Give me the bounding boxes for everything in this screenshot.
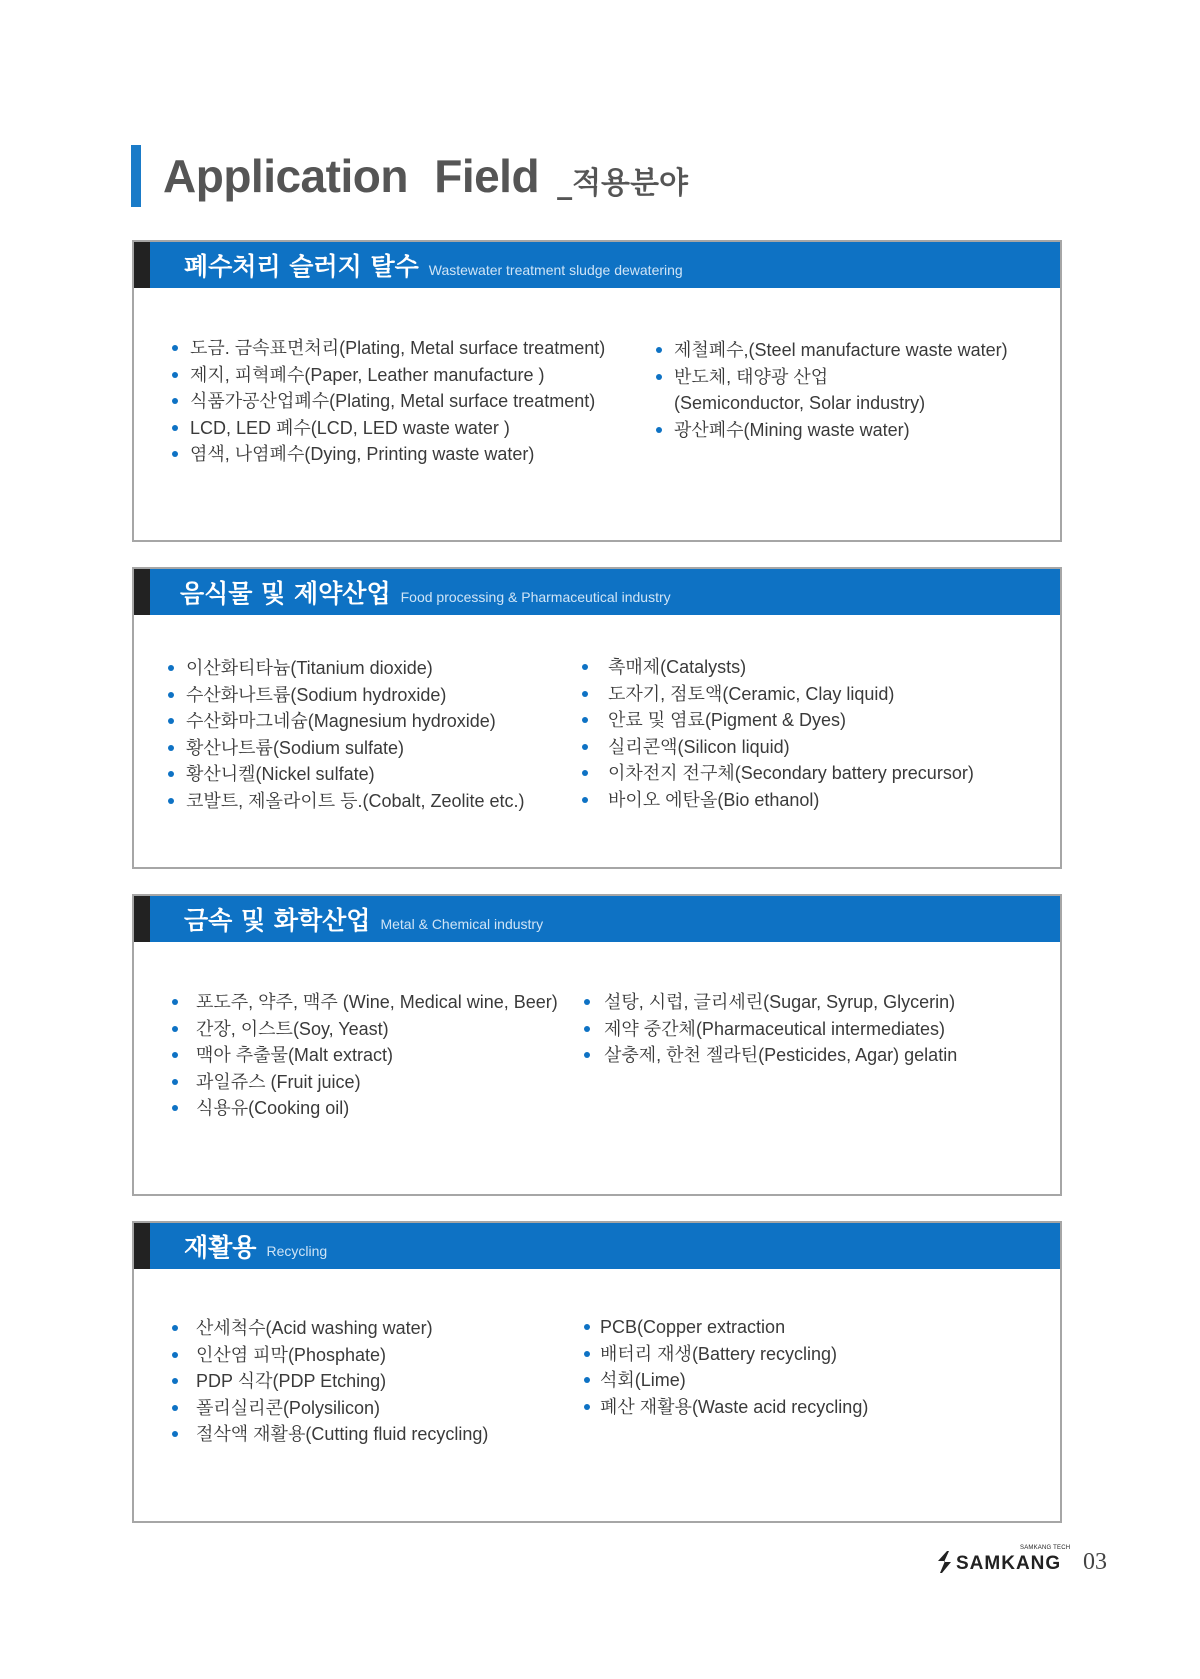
section-title (184, 247, 683, 283)
section-header (134, 569, 1060, 615)
samkang-logo-icon (934, 1549, 956, 1575)
section-recycling: 재활용 Recycling 산세척수(Acid washing water) 인산염 피막(Phosphate) PDP 식각(PDP Etching) 폴리실리콘(Polysilicon) 절삭액 재활용(Cutting fluid recycling) PCB(Copper extraction 배터리 재생(Battery recycling) 석회(Lime) 폐산 재활용(Waste acid recycling) (132, 1221, 1062, 1523)
bullet-icon (584, 1351, 590, 1357)
header-dark-tab (134, 896, 150, 942)
bullet-icon (172, 1431, 178, 1437)
section-title-en: Recycling (266, 1243, 328, 1259)
bullet-icon (172, 1325, 178, 1331)
bullet-icon (172, 345, 178, 351)
page-title (131, 145, 688, 207)
title-sub: _적용분야 (557, 166, 688, 201)
bullet-icon (172, 1026, 178, 1032)
section-wastewater: 폐수처리 슬러지 탈수 Wastewater treatment sludge dewatering 도금. 금속표면처리(Plating, Metal surface treatment) 제지, 피혁폐수(Paper, Leather manufacture ) 식품가공산업폐수(Plating, Metal surface treatment) LCD, LED 폐수(LCD, LED waste water ) 염색, 나염폐수(Dying, Printing waste water) 제철폐수,(Steel manufacture waste water) 반도체, 태양광 산업 (Semiconductor, Solar industry) 광산폐수(Mining waste water) (132, 240, 1062, 542)
bullet-icon (584, 1026, 590, 1032)
bullet-icon (172, 398, 178, 404)
bullet-icon (582, 744, 588, 750)
bullet-icon (584, 1324, 590, 1330)
section-title-ko: 금속 및 화학산업 (184, 906, 371, 935)
bullet-icon (168, 665, 174, 671)
section-header (134, 896, 1060, 942)
bullet-icon (172, 372, 178, 378)
section-title-en: Food processing & Pharmaceutical industry (400, 589, 671, 605)
section-title-en: Wastewater treatment sludge dewatering (428, 262, 683, 278)
bullet-icon (656, 347, 662, 353)
section-title (184, 901, 543, 937)
bullet-icon (656, 427, 662, 433)
title-main: Application Field (163, 150, 540, 202)
samkang-logo-text: SAMKANG (956, 1553, 1062, 1574)
header-dark-tab (134, 242, 150, 288)
bullet-icon (656, 374, 662, 380)
section-title-ko: 재활용 (184, 1233, 257, 1262)
bullet-icon (168, 771, 174, 777)
logo-tagline: SAMKANG TECH (1020, 1545, 1071, 1551)
bullet-icon (172, 1105, 178, 1111)
section-metal-chemical: 금속 및 화학산업 Metal & Chemical industry 포도주, 약주, 맥주 (Wine, Medical wine, Beer) 간장, 이스트(Soy, Yeast) 맥아 추출물(Malt extract) 과일쥬스 (Fruit juice) 식용유(Cooking oil) 설탕, 시럽, 글리세린(Sugar, Syrup, Glycerin) 제약 중간체(Pharmaceutical intermediates) 살충제, 한천 젤라틴(Pesticides, Agar) gelatin (132, 894, 1062, 1196)
bullet-icon (584, 1404, 590, 1410)
header-dark-tab (134, 1223, 150, 1269)
bullet-icon (172, 1352, 178, 1358)
bullet-icon (172, 451, 178, 457)
section-food-pharma: 음식물 및 제약산업 Food processing & Pharmaceutical industry 이산화티타늄(Titanium dioxide) 수산화나트륨(Sodium hydroxide) 수산화마그네슘(Magnesium hydroxide) 황산나트륨(Sodium sulfate) 황산니켈(Nickel sulfate) 코발트, 제올라이트 등.(Cobalt, Zeolite etc.) 촉매제(Catalysts) 도자기, 점토액(Ceramic, Clay liquid) 안료 및 염료(Pigment & Dyes) 실리콘액(Silicon liquid) 이차전지 전구체(Secondary battery precursor) 바이오 에탄올(Bio ethanol) (132, 567, 1062, 869)
section-title-ko: 폐수처리 슬러지 탈수 (184, 252, 419, 281)
bullet-icon (582, 664, 588, 670)
bullet-icon (172, 1378, 178, 1384)
footer (934, 1545, 1107, 1579)
bullet-icon (582, 717, 588, 723)
section-title-en: Metal & Chemical industry (380, 916, 544, 932)
bullet-icon (582, 770, 588, 776)
header-dark-tab (134, 569, 150, 615)
section-header (134, 242, 1060, 288)
section-header (134, 1223, 1060, 1269)
section-title-ko: 음식물 및 제약산업 (180, 579, 391, 608)
page-number: 03 (1083, 1549, 1107, 1575)
bullet-icon (582, 797, 588, 803)
bullet-icon (172, 999, 178, 1005)
bullet-icon (172, 425, 178, 431)
bullet-icon (582, 691, 588, 697)
section-title (180, 574, 671, 610)
bullet-icon (168, 745, 174, 751)
bullet-icon (172, 1405, 178, 1411)
bullet-icon (584, 999, 590, 1005)
bullet-icon (172, 1079, 178, 1085)
bullet-icon (172, 1052, 178, 1058)
bullet-icon (168, 692, 174, 698)
bullet-icon (168, 798, 174, 804)
bullet-icon (584, 1052, 590, 1058)
section-title (184, 1228, 327, 1264)
title-accent-bar (131, 145, 141, 207)
bullet-icon (584, 1377, 590, 1383)
bullet-icon (168, 718, 174, 724)
